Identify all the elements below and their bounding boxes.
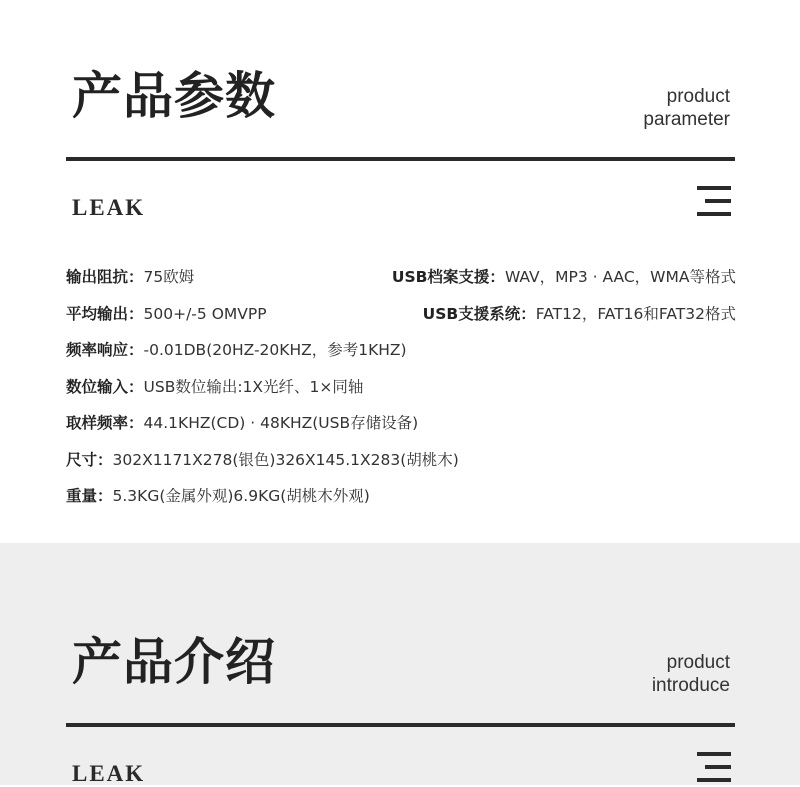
parameter-row	[66, 445, 736, 482]
parameter-label: 尺寸：	[66, 450, 113, 469]
section-title: 产品参数	[72, 66, 276, 125]
parameter-item	[66, 445, 459, 475]
parameters-list	[66, 262, 736, 518]
brand-name: LEAK	[72, 195, 146, 220]
parameter-label: 频率响应：	[66, 341, 144, 359]
parameter-value: 75欧姆	[143, 268, 195, 286]
parameter-item	[423, 299, 736, 329]
parameter-label: 取样频率：	[66, 414, 144, 432]
parameter-value: FAT12，FAT16和FAT32格式	[535, 304, 736, 323]
parameter-item	[66, 372, 363, 402]
parameter-value: -0.01DB(20HZ-20KHZ，参考1KHZ)	[143, 341, 407, 359]
parameter-label: 重量：	[66, 487, 113, 505]
menu-lines-icon	[697, 186, 731, 216]
parameter-row	[66, 481, 736, 518]
subtitle-line-1: product	[666, 652, 730, 673]
parameter-row	[66, 408, 736, 445]
parameter-value: 44.1KHZ(CD) · 48KHZ(USB存储设备)	[143, 414, 419, 432]
section-title: 产品介绍	[72, 632, 276, 691]
parameter-item	[392, 262, 736, 292]
parameter-item	[66, 408, 418, 438]
parameter-row	[66, 299, 736, 336]
subtitle-line-2: parameter	[643, 109, 730, 130]
parameter-value: USB数位输出:1X光纤、1×同轴	[143, 377, 364, 396]
intro-section	[0, 543, 800, 785]
parameter-label: 输出阻抗：	[66, 268, 144, 286]
parameter-item	[66, 481, 370, 511]
section-divider	[66, 157, 735, 161]
parameter-label: USB支援系统：	[422, 304, 536, 323]
parameter-row	[66, 262, 736, 299]
parameter-value: 500+/-5 OMVPP	[143, 304, 267, 323]
brand-name: LEAK	[72, 761, 146, 786]
parameter-row	[66, 372, 736, 409]
parameter-value: 302X1171X278(银色)326X145.1X283(胡桃木)	[112, 450, 459, 469]
parameter-value: 5.3KG(金属外观)6.9KG(胡桃木外观)	[112, 487, 370, 505]
subtitle-line-1: product	[666, 86, 730, 107]
parameter-row	[66, 335, 736, 372]
parameter-label: 数位输入：	[66, 377, 144, 396]
parameter-item	[66, 299, 267, 329]
section-subtitle	[643, 85, 730, 131]
menu-lines-icon	[697, 752, 731, 782]
parameter-label: USB档案支援：	[391, 268, 505, 286]
parameter-label: 平均输出：	[66, 304, 144, 323]
parameter-value: WAV，MP3 · AAC，WMA等格式	[504, 268, 736, 286]
parameter-item	[66, 262, 194, 292]
subtitle-line-2: introduce	[651, 675, 730, 696]
parameter-item	[66, 335, 407, 365]
section-subtitle	[652, 651, 730, 697]
section-divider	[66, 723, 735, 727]
